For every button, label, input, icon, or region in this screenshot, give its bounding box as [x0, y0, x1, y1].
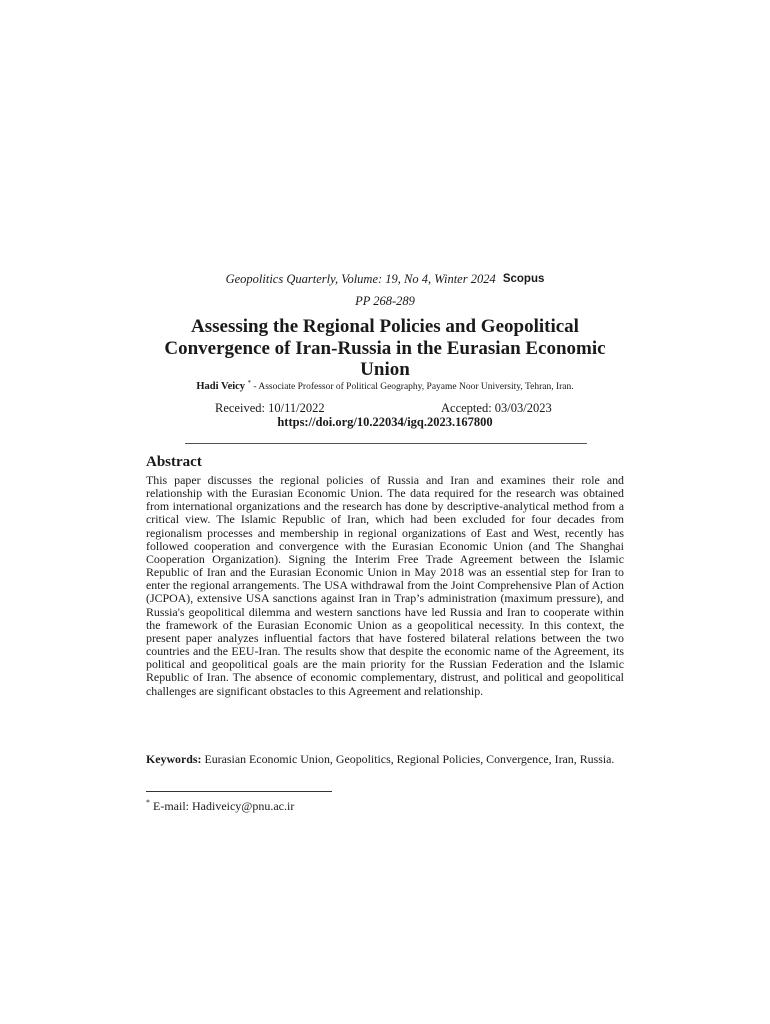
abstract-text: This paper discusses the regional policies of Russia and Iran and examines their role and relationship with the Eurasian Economic Union. The data required for the research was obtained from international organizations and the research has done by descriptive-analytical method from a critical view. The Islamic Republic of Iran, which had been excluded for four decades from regionalism processes and membership in regional organizations of East and West, recently has followed cooperation and convergence with the Eurasian Economic Union (and The Shanghai Cooperation Organization). Signing the Interim Free Trade Agreement between the Islamic Republic of Iran and the Eurasian Economic Union in May 2018 was an essential step for Iran to enter the regional arrangements. The USA withdrawal from the Joint Comprehensive Plan of Action (JCPOA), extensive USA sanctions against Iran in Trap’s administration (maximum pressure), and Russia's geopolitical dilemma and western sanctions have led Russia and Iran to cooperate within the framework of the Eurasian Economic Union as a geopolitical necessity. In this context, the present paper analyzes influential factors that have fostered bilateral relations between the two countries and the EEU-Iran. The results show that despite the economic name of the Agreement, its political and geopolitical goals are the main priority for the Russian Federation and the Islamic Republic of Iran. The absence of economic complementary, distrust, and political and geopolitical challenges are significant obstacles to this Agreement and relationship.	[146, 473, 624, 698]
author-line	[0, 379, 770, 392]
journal-citation-line	[0, 272, 770, 287]
author-affiliation: - Associate Professor of Political Geography, Payame Noor University, Tehran, Iran.	[253, 382, 574, 393]
keywords-label: Keywords:	[146, 752, 202, 766]
abstract-heading: Abstract	[146, 454, 202, 470]
accepted-date: Accepted: 03/03/2023	[441, 401, 552, 415]
keywords-paragraph	[146, 753, 624, 766]
journal-citation: Geopolitics Quarterly, Volume: 19, No 4, Winter 2024	[225, 272, 496, 286]
author-footnote-mark: *	[247, 379, 251, 387]
doi-link[interactable]: https://doi.org/10.22034/igq.2023.167800	[277, 415, 493, 429]
scopus-logo: Scopus	[502, 273, 545, 285]
keywords-list: Eurasian Economic Union, Geopolitics, Regional Policies, Convergence, Iran, Russia.	[201, 752, 615, 766]
page-range: PP 268-289	[355, 294, 415, 308]
footnote-mark: *	[146, 798, 150, 807]
footnote	[146, 798, 294, 814]
footnote-email: E-mail: Hadiveicy@pnu.ac.ir	[150, 799, 295, 813]
footnote-divider	[146, 791, 332, 792]
article-title: Assessing the Regional Policies and Geopolitical Convergence of Iran-Russia in the Eurasian Economic Union	[164, 316, 606, 380]
received-date: Received: 10/11/2022	[215, 401, 325, 415]
author-name: Hadi Veicy	[196, 381, 246, 393]
header-divider	[185, 443, 587, 444]
